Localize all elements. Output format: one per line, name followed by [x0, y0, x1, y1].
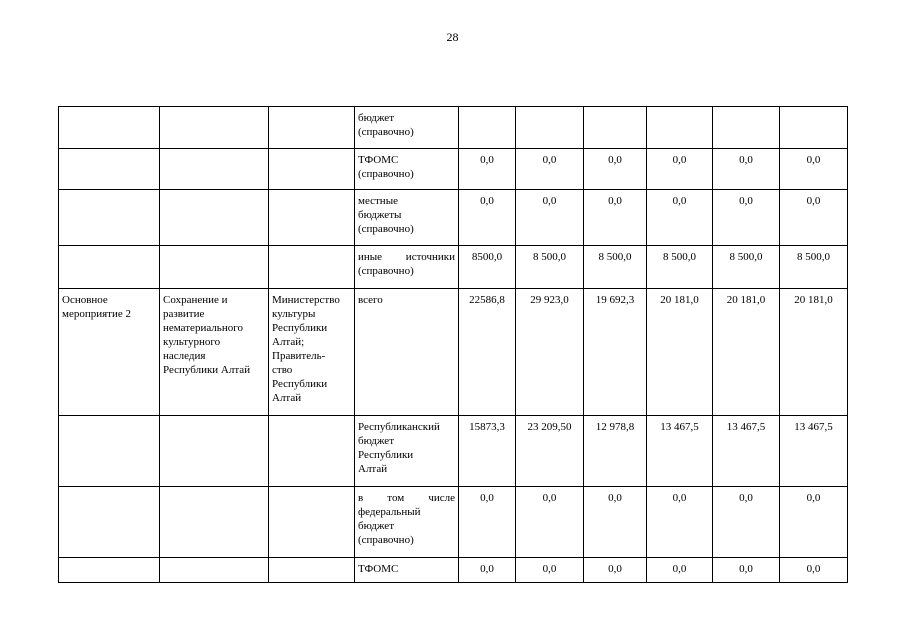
- cell-value: 0,0: [584, 558, 647, 583]
- source-line: иные источники: [358, 251, 455, 263]
- cell-value: 0,0: [516, 558, 584, 583]
- cell-source: [355, 558, 459, 583]
- cell-value: 20 181,0: [780, 289, 848, 416]
- cell-source: [355, 289, 459, 416]
- source-line: (справочно): [358, 223, 414, 235]
- cell-value: [713, 107, 780, 149]
- cell-executor: [269, 289, 355, 416]
- name-line: развитие: [163, 308, 205, 320]
- executor-line: Республики: [272, 322, 328, 334]
- source-line: бюджет: [358, 112, 394, 124]
- cell-value: 0,0: [647, 149, 713, 190]
- cell-value: 19 692,3: [584, 289, 647, 416]
- page-number: 28: [446, 30, 459, 44]
- table-row: [59, 190, 848, 246]
- cell-value: 0,0: [647, 558, 713, 583]
- cell-source: [355, 107, 459, 149]
- table-row: [59, 289, 848, 416]
- cell-name: [160, 107, 269, 149]
- cell-value: 20 181,0: [713, 289, 780, 416]
- executor-line: Республики: [272, 378, 328, 390]
- table-row: [59, 246, 848, 289]
- cell-executor: [269, 487, 355, 558]
- name-line: Республики Алтай: [163, 364, 251, 376]
- cell-name: [160, 190, 269, 246]
- cell-executor: [269, 246, 355, 289]
- cell-value: 0,0: [647, 487, 713, 558]
- executor-line: Алтай;: [272, 336, 305, 348]
- cell-value: 0,0: [647, 190, 713, 246]
- budget-table: [58, 106, 848, 583]
- cell-value: 12 978,8: [584, 416, 647, 487]
- cell-value: 0,0: [459, 149, 516, 190]
- name-line: наследия: [163, 350, 206, 362]
- executor-line: Министерство: [272, 294, 340, 306]
- cell-event: [59, 149, 160, 190]
- event-line: Основное: [62, 294, 108, 306]
- executor-line: Правитель-: [272, 350, 326, 362]
- cell-value: 0,0: [516, 190, 584, 246]
- name-line: нематериального: [163, 322, 243, 334]
- cell-event: [59, 107, 160, 149]
- cell-value: 8 500,0: [713, 246, 780, 289]
- table-row: [59, 487, 848, 558]
- cell-value: 0,0: [780, 190, 848, 246]
- cell-executor: [269, 149, 355, 190]
- cell-value: 0,0: [459, 487, 516, 558]
- table-row: [59, 416, 848, 487]
- cell-value: 8 500,0: [780, 246, 848, 289]
- executor-line: культуры: [272, 308, 316, 320]
- name-line: культурного: [163, 336, 221, 348]
- cell-event: [59, 246, 160, 289]
- source-line: бюджет: [358, 520, 394, 532]
- cell-value: 0,0: [713, 149, 780, 190]
- table-row: [59, 107, 848, 149]
- source-line: (справочно): [358, 534, 414, 546]
- cell-value: [459, 107, 516, 149]
- cell-value: 13 467,5: [647, 416, 713, 487]
- cell-value: 0,0: [584, 487, 647, 558]
- cell-value: [780, 107, 848, 149]
- cell-name: [160, 416, 269, 487]
- source-line: Алтай: [358, 463, 388, 475]
- cell-executor: [269, 558, 355, 583]
- cell-event: [59, 289, 160, 416]
- executor-line: Алтай: [272, 392, 302, 404]
- cell-value: 23 209,50: [516, 416, 584, 487]
- source-line: (справочно): [358, 265, 414, 277]
- cell-value: 20 181,0: [647, 289, 713, 416]
- cell-value: 13 467,5: [713, 416, 780, 487]
- source-line: ТФОМС: [358, 563, 399, 575]
- cell-event: [59, 558, 160, 583]
- cell-value: 0,0: [459, 558, 516, 583]
- cell-executor: [269, 416, 355, 487]
- source-line: всего: [358, 294, 383, 306]
- source-line: бюджеты: [358, 209, 402, 221]
- cell-value: 29 923,0: [516, 289, 584, 416]
- cell-name: [160, 149, 269, 190]
- cell-event: [59, 487, 160, 558]
- cell-value: 0,0: [713, 487, 780, 558]
- name-line: Сохранение и: [163, 294, 228, 306]
- cell-value: 0,0: [713, 558, 780, 583]
- table-row: [59, 149, 848, 190]
- cell-value: 0,0: [516, 149, 584, 190]
- source-line: (справочно): [358, 126, 414, 138]
- cell-source: [355, 246, 459, 289]
- source-line: Республики: [358, 449, 414, 461]
- source-line: бюджет: [358, 435, 394, 447]
- table-row: [59, 558, 848, 583]
- cell-name: [160, 289, 269, 416]
- cell-value: 0,0: [780, 149, 848, 190]
- cell-value: 13 467,5: [780, 416, 848, 487]
- cell-source: [355, 416, 459, 487]
- cell-executor: [269, 107, 355, 149]
- cell-value: 0,0: [713, 190, 780, 246]
- cell-value: 8500,0: [459, 246, 516, 289]
- source-line: Республиканский: [358, 421, 440, 433]
- cell-value: 8 500,0: [516, 246, 584, 289]
- cell-event: [59, 416, 160, 487]
- cell-value: 8 500,0: [584, 246, 647, 289]
- cell-source: [355, 190, 459, 246]
- source-line: в том числе: [358, 492, 455, 504]
- source-line: местные: [358, 195, 398, 207]
- cell-value: [516, 107, 584, 149]
- cell-source: [355, 487, 459, 558]
- cell-value: 0,0: [780, 487, 848, 558]
- source-line: (справочно): [358, 168, 414, 180]
- cell-name: [160, 558, 269, 583]
- cell-value: 0,0: [584, 190, 647, 246]
- cell-value: 0,0: [584, 149, 647, 190]
- executor-line: ство: [272, 364, 293, 376]
- cell-name: [160, 487, 269, 558]
- cell-value: 22586,8: [459, 289, 516, 416]
- cell-value: 8 500,0: [647, 246, 713, 289]
- source-line: ТФОМС: [358, 154, 399, 166]
- cell-executor: [269, 190, 355, 246]
- cell-source: [355, 149, 459, 190]
- event-line: мероприятие 2: [62, 308, 132, 320]
- cell-name: [160, 246, 269, 289]
- cell-value: 0,0: [516, 487, 584, 558]
- source-line: федеральный: [358, 506, 421, 518]
- cell-value: 0,0: [780, 558, 848, 583]
- cell-value: [584, 107, 647, 149]
- cell-value: [647, 107, 713, 149]
- cell-event: [59, 190, 160, 246]
- cell-value: 15873,3: [459, 416, 516, 487]
- cell-value: 0,0: [459, 190, 516, 246]
